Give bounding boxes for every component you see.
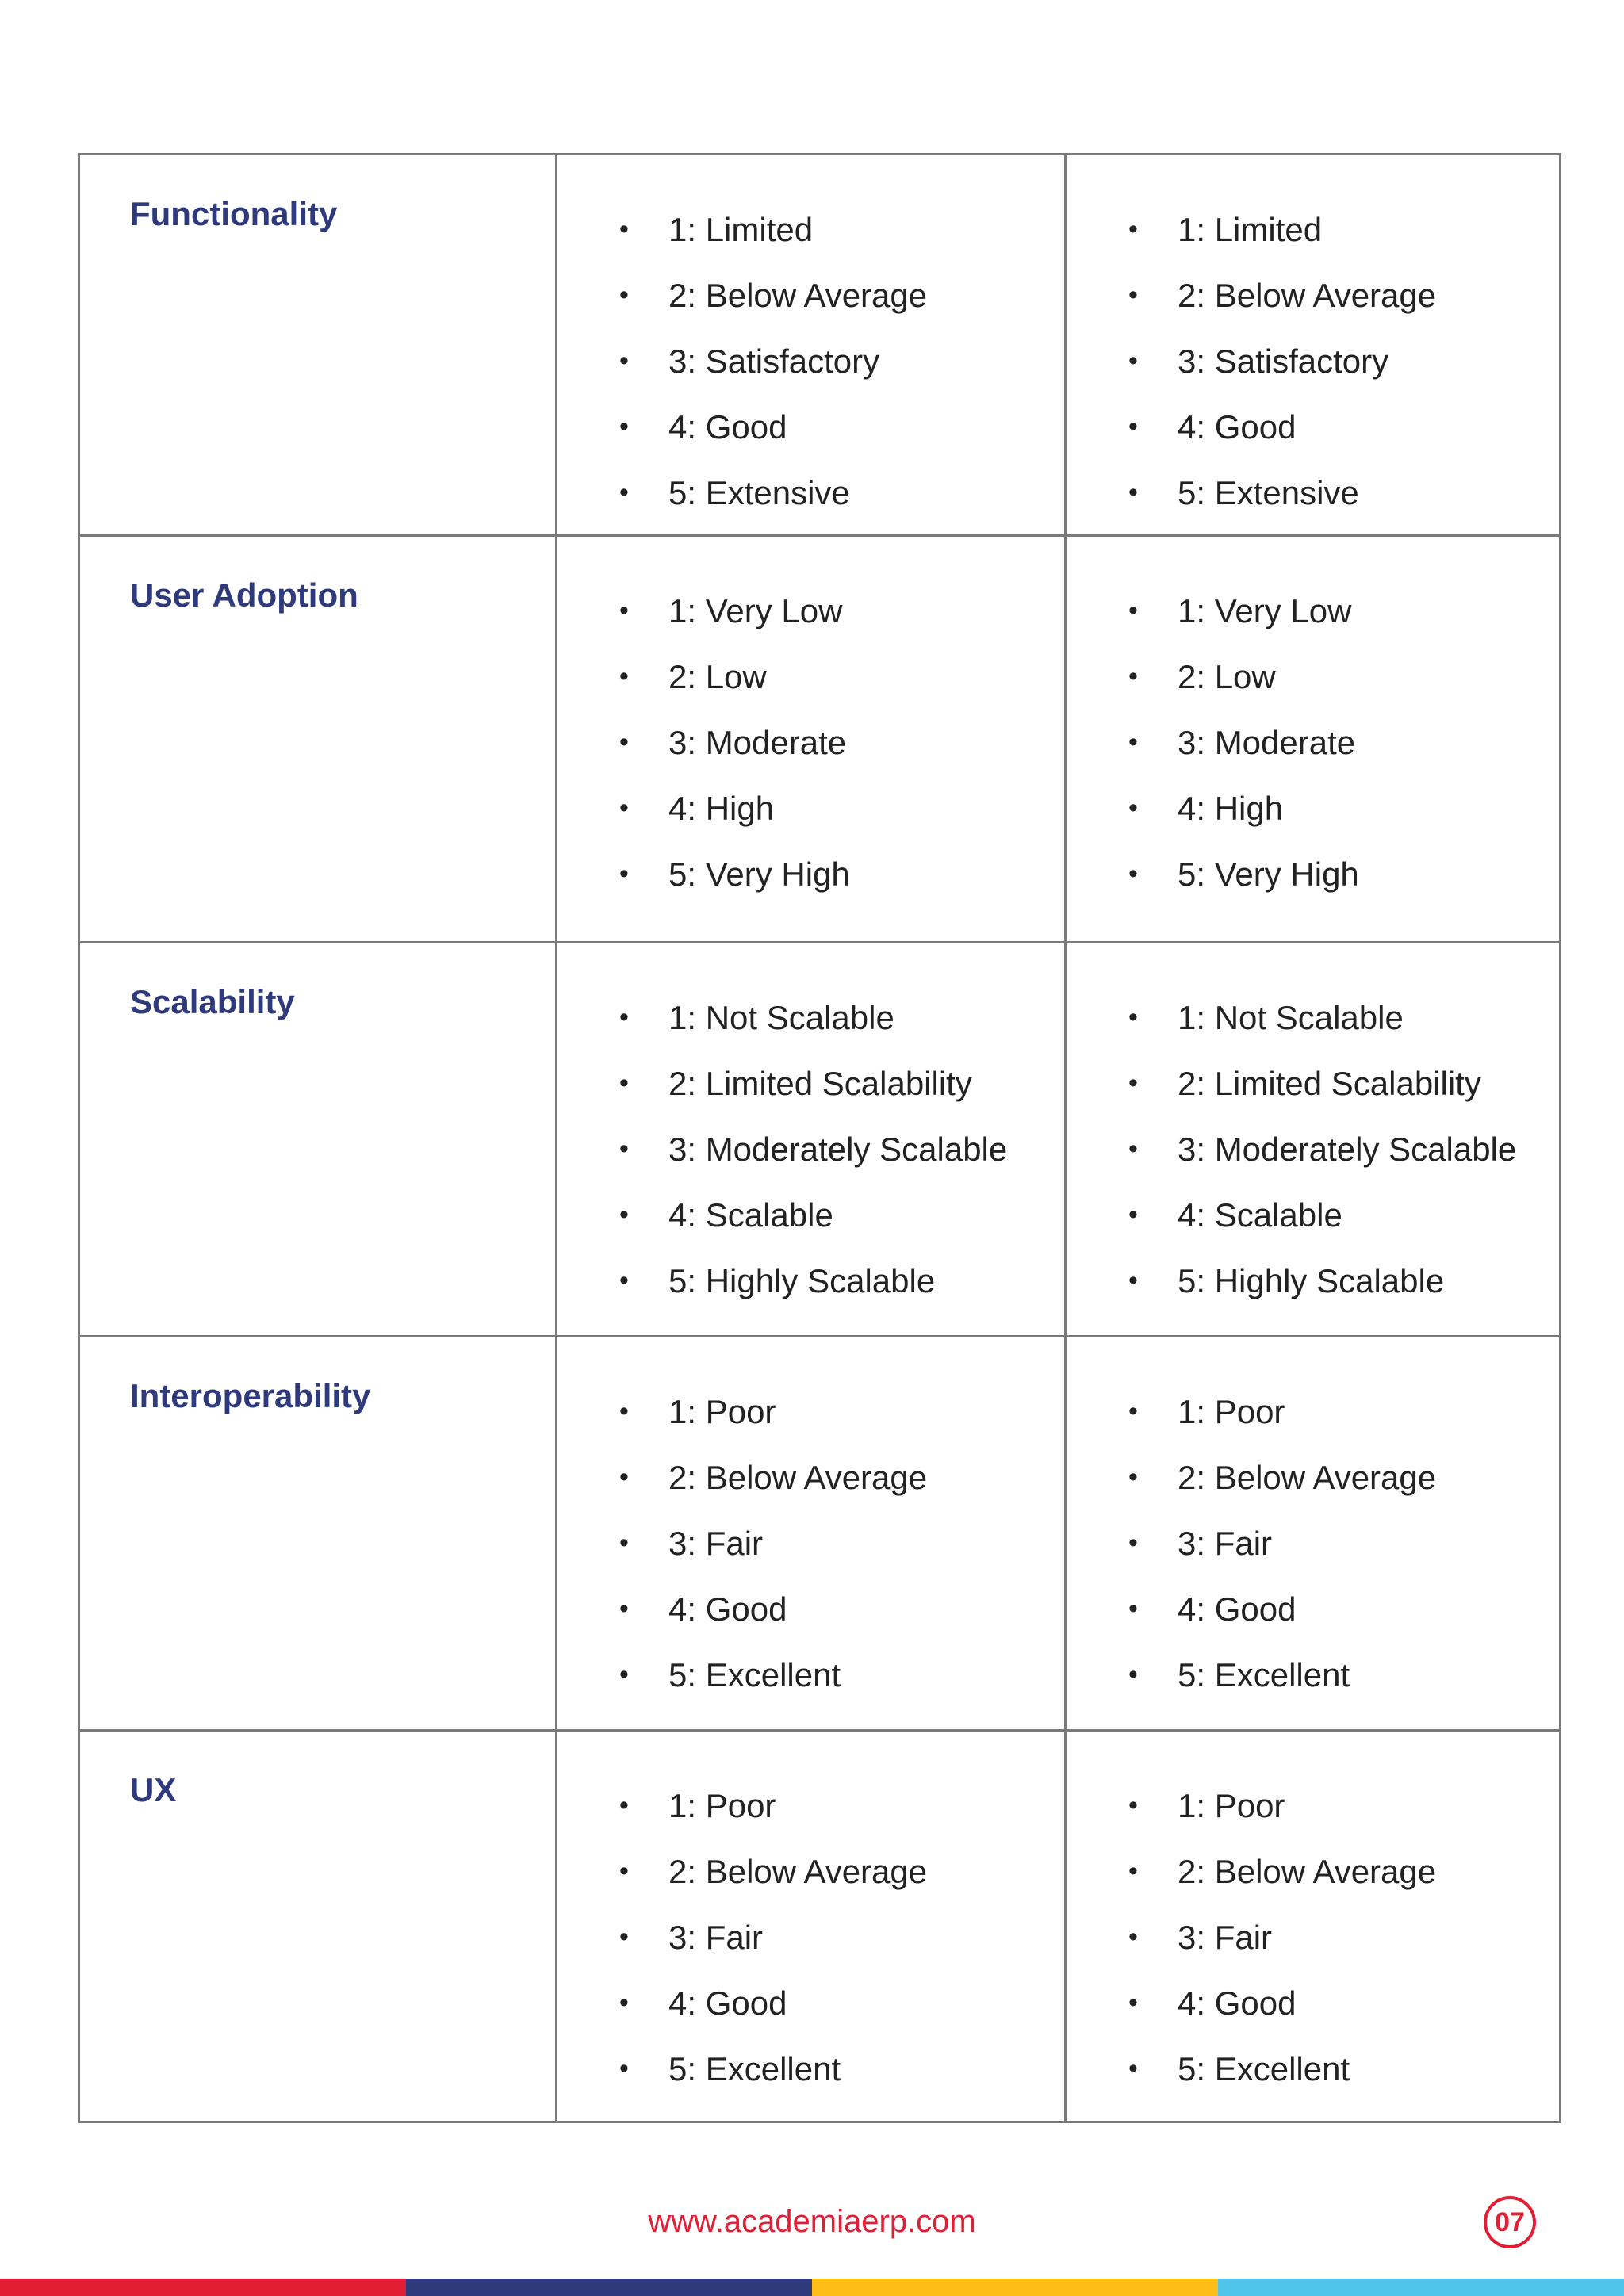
levels-cell [557,1337,1066,1731]
page-number: 07 [1495,2206,1525,2237]
list-item: • 3: Fair [619,1510,1064,1576]
levels-cell [1066,1337,1561,1731]
list-item: • 1: Poor [1128,1379,1559,1445]
table-row [79,943,1561,1337]
levels-list [1067,537,1559,907]
list-item: • 4: Good [619,394,1064,460]
criterion-label: UX [130,1771,177,1808]
color-bar-segment-yellow [812,2279,1218,2296]
levels-list [557,155,1064,526]
list-item: • 1: Poor [1128,1773,1559,1839]
list-item: • 2: Below Average [1128,262,1559,328]
criterion-label: Scalability [130,983,295,1020]
list-item: • 4: High [1128,775,1559,841]
levels-list [1067,155,1559,526]
list-item: • 2: Below Average [1128,1445,1559,1510]
criterion-cell [79,536,557,943]
list-item: • 1: Not Scalable [1128,985,1559,1050]
list-item: • 1: Poor [619,1379,1064,1445]
levels-cell [1066,155,1561,536]
list-item: • 4: Good [1128,1970,1559,2036]
list-item: • 4: Scalable [619,1182,1064,1248]
list-item: • 5: Excellent [1128,2036,1559,2102]
levels-cell [557,155,1066,536]
list-item: • 2: Below Average [619,262,1064,328]
list-item: • 2: Limited Scalability [1128,1050,1559,1116]
color-bar-segment-red [0,2279,406,2296]
table-row [79,1731,1561,2122]
list-item: • 1: Poor [619,1773,1064,1839]
list-item: • 1: Limited [1128,197,1559,262]
list-item: • 5: Highly Scalable [1128,1248,1559,1314]
list-item: • 4: Good [619,1970,1064,2036]
list-item: • 5: Highly Scalable [619,1248,1064,1314]
list-item: • 2: Low [619,644,1064,710]
levels-list [557,537,1064,907]
rating-rubric-table [78,153,1561,2123]
table-row [79,536,1561,943]
list-item: • 2: Below Average [619,1445,1064,1510]
list-item: • 4: Good [619,1576,1064,1642]
list-item: • 4: Good [1128,394,1559,460]
criterion-cell [79,943,557,1337]
levels-cell [557,943,1066,1337]
levels-list [557,943,1064,1314]
list-item: • 4: High [619,775,1064,841]
levels-list [557,1337,1064,1708]
list-item: • 5: Very High [619,841,1064,907]
list-item: • 5: Excellent [619,2036,1064,2102]
list-item: • 5: Very High [1128,841,1559,907]
list-item: • 3: Moderate [619,710,1064,775]
list-item: • 5: Excellent [619,1642,1064,1708]
list-item: • 2: Below Average [1128,1839,1559,1904]
criterion-cell [79,1731,557,2122]
list-item: • 3: Satisfactory [619,328,1064,394]
levels-cell [1066,943,1561,1337]
levels-cell [557,1731,1066,2122]
list-item: • 1: Not Scalable [619,985,1064,1050]
list-item: • 3: Satisfactory [1128,328,1559,394]
table-row [79,1337,1561,1731]
list-item: • 5: Extensive [619,460,1064,526]
list-item: • 5: Extensive [1128,460,1559,526]
levels-cell [1066,536,1561,943]
list-item: • 4: Good [1128,1576,1559,1642]
list-item: • 3: Fair [1128,1510,1559,1576]
list-item: • 3: Moderate [1128,710,1559,775]
list-item: • 3: Fair [619,1904,1064,1970]
criterion-cell [79,1337,557,1731]
footer-color-bar [0,2279,1624,2296]
table-row [79,155,1561,536]
list-item: • 3: Moderately Scalable [619,1116,1064,1182]
levels-list [1067,1337,1559,1708]
list-item: • 3: Fair [1128,1904,1559,1970]
list-item: • 4: Scalable [1128,1182,1559,1248]
list-item: • 1: Limited [619,197,1064,262]
page-number-badge [1484,2196,1536,2248]
list-item: • 1: Very Low [1128,578,1559,644]
list-item: • 5: Excellent [1128,1642,1559,1708]
levels-cell [557,536,1066,943]
color-bar-segment-cyan [1218,2279,1624,2296]
criterion-cell [79,155,557,536]
list-item: • 2: Low [1128,644,1559,710]
color-bar-segment-navy [406,2279,812,2296]
list-item: • 2: Limited Scalability [619,1050,1064,1116]
list-item: • 1: Very Low [619,578,1064,644]
criterion-label: Interoperability [130,1377,371,1414]
levels-list [557,1732,1064,2102]
criterion-label: Functionality [130,195,338,232]
levels-cell [1066,1731,1561,2122]
levels-list [1067,1732,1559,2102]
levels-list [1067,943,1559,1314]
list-item: • 2: Below Average [619,1839,1064,1904]
list-item: • 3: Moderately Scalable [1128,1116,1559,1182]
footer-website-link[interactable]: www.academiaerp.com [648,2204,976,2239]
criterion-label: User Adoption [130,576,358,614]
